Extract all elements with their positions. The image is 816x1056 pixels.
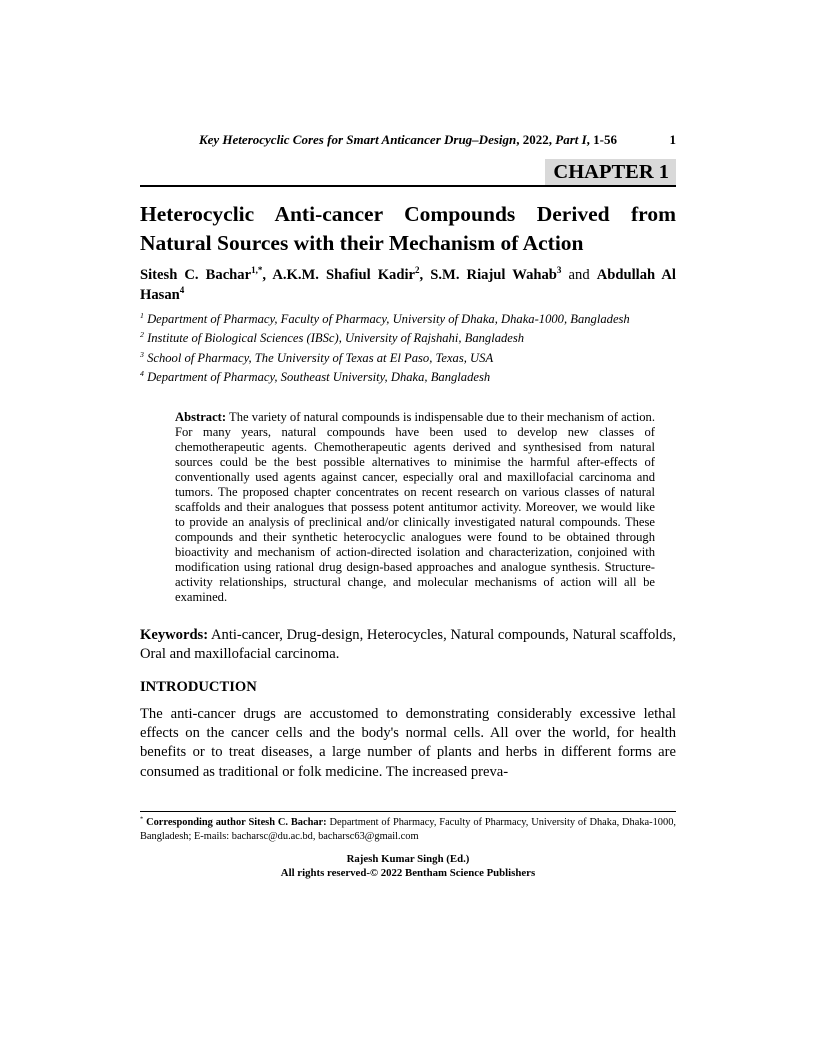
- affiliation-text-4: Department of Pharmacy, Southeast University, Dhaka, Bangladesh: [147, 369, 491, 384]
- corresponding-author-footnote: [140, 816, 676, 844]
- abstract-label: Abstract:: [175, 410, 227, 425]
- author-conjunction: and: [561, 267, 597, 283]
- authors-line: [140, 265, 676, 305]
- author-name-1: Sitesh C. Bachar: [140, 267, 252, 283]
- affiliation-4: [140, 368, 676, 387]
- author-sup-1: 1,*: [251, 265, 263, 276]
- running-head: [140, 132, 676, 147]
- introduction-paragraph: The anti-cancer drugs are accustomed to demonstrating considerably excessive lethal effects on the cancer cells and the body's normal cells. All over the world, for health benefits or to treat diseases, a large number of plants and herbs in different forms are consumed as traditional or folk medicine. The increased preva-: [140, 705, 676, 780]
- author-name-3: S.M. Riajul Wahab: [430, 267, 557, 283]
- running-title-part: Part I: [555, 132, 587, 147]
- introduction-heading: INTRODUCTION: [140, 678, 257, 695]
- affiliation-1: [140, 310, 676, 329]
- footnote-asterisk: *: [140, 815, 144, 823]
- author-name-4: Abdullah Al Hasan: [140, 267, 676, 303]
- running-title: [199, 132, 617, 147]
- affiliation-sup-4: 4: [140, 368, 144, 378]
- publisher-rights: All rights reserved-© 2022 Bentham Science Publishers: [280, 866, 536, 879]
- author-name-2: A.K.M. Shafiul Kadir: [272, 267, 416, 283]
- keywords: [140, 626, 676, 665]
- affiliation-sup-2: 2: [140, 330, 144, 340]
- author-separator-2: ,: [419, 267, 431, 283]
- keywords-label: Keywords:: [140, 627, 209, 644]
- chapter-row: [140, 159, 676, 187]
- footnote-divider: [140, 811, 676, 812]
- affiliation-3: [140, 349, 676, 368]
- publisher-editor: Rajesh Kumar Singh (Ed.): [346, 852, 470, 865]
- affiliation-text-3: School of Pharmacy, The University of Texas at El Paso, Texas, USA: [147, 350, 494, 365]
- running-title-year: , 2022,: [516, 132, 556, 147]
- footnote-label: Corresponding author Sitesh C. Bachar:: [143, 817, 327, 828]
- footer-area: [140, 811, 676, 880]
- affiliation-sup-1: 1: [140, 310, 144, 320]
- abstract-text: The variety of natural compounds is indispensable due to their mechanism of action. For many years, natural compounds have been used to develop new classes of chemotherapeutic agents. Chemotherapeutic agents derived and synthesised from natural sources could be the best possible alternatives to minimise the harmful after-effects of conventionally used agents against cancer, especially oral and maxillofacial carcinoma and tumors. The proposed chapter concentrates on recent research on various classes of natural scaffolds and their analogues that possess potent antitumor activity. Moreover, we would like to provide an analysis of preclinical and/or clinically investigated natural compounds. These compounds and their synthetic heterocyclic analogues were found to be obtained through bioactivity and mechanism of action-directed isolation and characterization, conjoined with modification using rational drug design-based approaches and analogue synthesis. Structure-activity relationships, structural change, and molecular mechanisms of action will all be examined.: [175, 410, 655, 605]
- publisher-block: [140, 852, 676, 880]
- chapter-badge: CHAPTER 1: [545, 159, 676, 185]
- affiliation-sup-3: 3: [140, 349, 144, 359]
- author-sup-2: 2: [415, 265, 420, 276]
- affiliation-text-2: Institute of Biological Sciences (IBSc), University of Rajshahi, Bangladesh: [147, 331, 525, 346]
- chapter-title: Heterocyclic Anti-cancer Compounds Derived from Natural Sources with their Mechanism of Action: [140, 202, 676, 255]
- affiliation-text-1: Department of Pharmacy, Faculty of Pharmacy, University of Dhaka, Dhaka-1000, Bangladesh: [147, 312, 630, 326]
- author-sup-4: 4: [179, 285, 185, 296]
- footnote-text: Department of Pharmacy, Faculty of Pharmacy, University of Dhaka, Dhaka-1000, Bangladesh; E-mails: bacharsc@du.ac.bd, bacharsc63@gmail.com: [140, 817, 676, 842]
- running-title-main: Key Heterocyclic Cores for Smart Anticancer Drug–Design: [198, 132, 517, 147]
- author-sup-3: 3: [556, 265, 562, 276]
- page-number: 1: [669, 132, 676, 147]
- abstract: [175, 410, 655, 605]
- author-separator-1: ,: [262, 267, 273, 283]
- keywords-text: Anti-cancer, Drug-design, Heterocycles, Natural compounds, Natural scaffolds, Oral and maxillofacial carcinoma.: [140, 627, 676, 663]
- affiliations: [140, 310, 676, 387]
- affiliation-2: [140, 329, 676, 348]
- running-title-pages: , 1-56: [586, 132, 618, 147]
